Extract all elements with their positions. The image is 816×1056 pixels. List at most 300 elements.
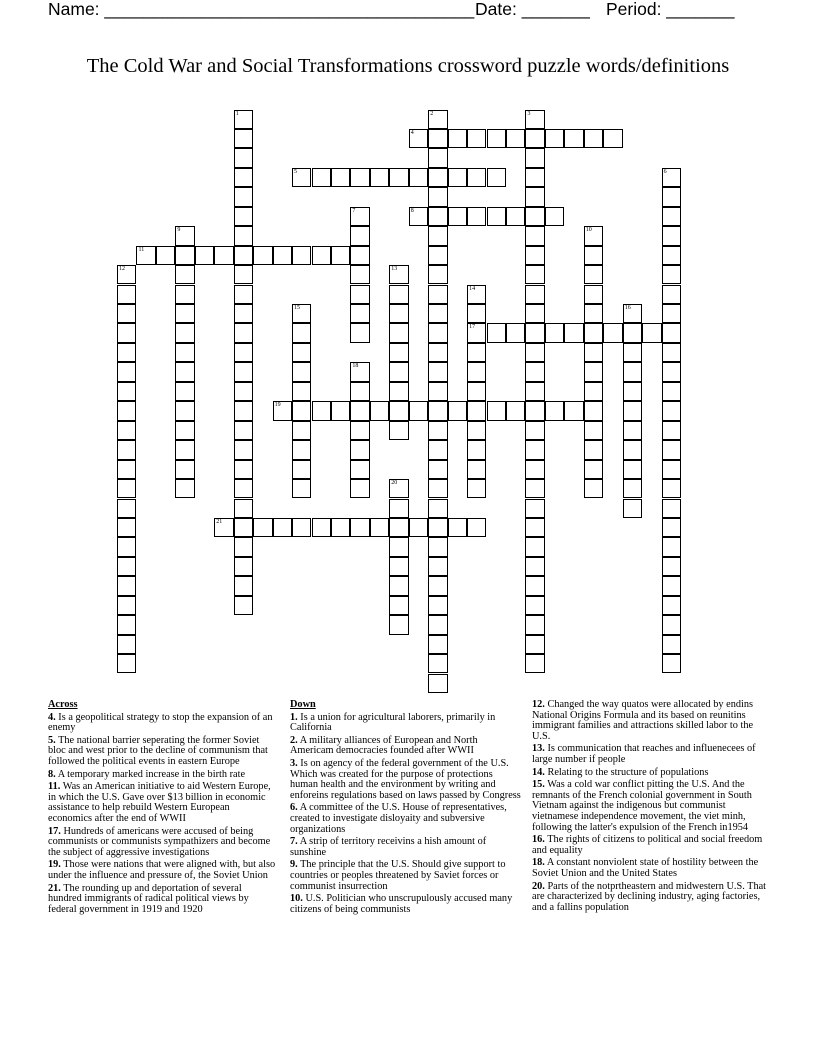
grid-cell[interactable] [292, 304, 311, 323]
grid-cell[interactable] [467, 421, 486, 440]
grid-cell[interactable] [545, 401, 564, 420]
grid-cell[interactable] [428, 615, 447, 634]
grid-cell[interactable] [273, 246, 292, 265]
grid-cell[interactable] [487, 323, 506, 342]
grid-cell[interactable] [117, 615, 136, 634]
grid-cell[interactable] [292, 440, 311, 459]
grid-cell[interactable] [234, 148, 253, 167]
grid-cell[interactable] [428, 576, 447, 595]
grid-cell[interactable] [389, 285, 408, 304]
grid-cell[interactable] [525, 460, 544, 479]
grid-cell[interactable] [428, 168, 447, 187]
grid-cell[interactable] [525, 518, 544, 537]
clue-item-number: 1. [290, 711, 298, 723]
grid-cell[interactable] [292, 343, 311, 362]
grid-cell[interactable] [409, 518, 428, 537]
grid-cell[interactable] [584, 343, 603, 362]
grid-cell[interactable] [506, 129, 525, 148]
grid-cell[interactable] [623, 343, 642, 362]
grid-cell[interactable] [525, 343, 544, 362]
grid-cell[interactable] [584, 265, 603, 284]
grid-cell[interactable] [525, 557, 544, 576]
grid-cell[interactable] [642, 323, 661, 342]
clue-item-text: A constant nonviolent state of hostility between the Soviet Union and the United States [532, 857, 759, 879]
grid-cell[interactable] [214, 518, 233, 537]
grid-cell[interactable] [623, 401, 642, 420]
grid-cell[interactable] [389, 518, 408, 537]
grid-cell[interactable] [292, 460, 311, 479]
grid-cell[interactable] [175, 421, 194, 440]
grid-cell[interactable] [389, 479, 408, 498]
grid-cell[interactable] [467, 362, 486, 381]
grid-cell[interactable] [545, 207, 564, 226]
grid-cell[interactable] [428, 596, 447, 615]
grid-cell[interactable] [584, 382, 603, 401]
grid-cell[interactable] [428, 499, 447, 518]
grid-cell[interactable] [175, 401, 194, 420]
grid-cell[interactable] [234, 537, 253, 556]
grid-cell[interactable] [350, 460, 369, 479]
grid-cell[interactable] [662, 537, 681, 556]
grid-cell[interactable] [525, 304, 544, 323]
grid-cell[interactable] [195, 246, 214, 265]
grid-cell[interactable] [292, 479, 311, 498]
grid-cell[interactable] [350, 304, 369, 323]
grid-cell[interactable] [662, 615, 681, 634]
grid-cell[interactable] [409, 168, 428, 187]
grid-cell[interactable] [428, 460, 447, 479]
grid-cell[interactable] [234, 596, 253, 615]
grid-cell[interactable] [564, 129, 583, 148]
grid-cell[interactable] [175, 440, 194, 459]
grid-cell[interactable] [662, 557, 681, 576]
grid-cell[interactable] [175, 246, 194, 265]
grid-cell[interactable] [175, 226, 194, 245]
grid-cell[interactable] [506, 323, 525, 342]
grid-cell[interactable] [234, 499, 253, 518]
grid-cell[interactable] [467, 518, 486, 537]
grid-cell[interactable] [117, 518, 136, 537]
grid-cell[interactable] [467, 323, 486, 342]
grid-cell[interactable] [428, 110, 447, 129]
grid-cell[interactable] [117, 557, 136, 576]
grid-cell[interactable] [292, 246, 311, 265]
grid-cell[interactable] [234, 246, 253, 265]
grid-cell[interactable] [234, 421, 253, 440]
grid-cell[interactable] [428, 382, 447, 401]
grid-cell[interactable] [584, 129, 603, 148]
grid-cell[interactable] [467, 479, 486, 498]
grid-cell[interactable] [525, 596, 544, 615]
grid-cell[interactable] [623, 304, 642, 323]
grid-cell[interactable] [292, 168, 311, 187]
grid-cell[interactable] [467, 382, 486, 401]
grid-cell[interactable] [525, 226, 544, 245]
grid-cell[interactable] [662, 654, 681, 673]
grid-cell[interactable] [428, 343, 447, 362]
grid-cell[interactable] [662, 596, 681, 615]
grid-cell[interactable] [428, 129, 447, 148]
grid-cell[interactable] [623, 362, 642, 381]
grid-cell[interactable] [428, 537, 447, 556]
grid-cell[interactable] [234, 168, 253, 187]
grid-cell[interactable] [370, 168, 389, 187]
grid-cell[interactable] [525, 615, 544, 634]
grid-cell[interactable] [409, 401, 428, 420]
clue-item [290, 894, 522, 915]
grid-cell[interactable] [448, 129, 467, 148]
grid-cell[interactable] [234, 323, 253, 342]
grid-cell[interactable] [389, 537, 408, 556]
grid-cell[interactable] [525, 207, 544, 226]
grid-cell[interactable] [662, 479, 681, 498]
grid-cell[interactable] [117, 654, 136, 673]
grid-cell[interactable] [234, 207, 253, 226]
grid-cell[interactable] [662, 576, 681, 595]
grid-cell[interactable] [428, 654, 447, 673]
grid-cell[interactable] [525, 537, 544, 556]
grid-cell[interactable] [662, 499, 681, 518]
grid-cell[interactable] [623, 479, 642, 498]
clue-number: 10 [585, 227, 592, 234]
grid-cell[interactable] [175, 343, 194, 362]
grid-cell[interactable] [564, 401, 583, 420]
grid-cell[interactable] [117, 421, 136, 440]
grid-cell[interactable] [506, 207, 525, 226]
grid-cell[interactable] [662, 246, 681, 265]
grid-cell[interactable] [662, 226, 681, 245]
grid-cell[interactable] [312, 518, 331, 537]
grid-cell[interactable] [428, 401, 447, 420]
grid-cell[interactable] [389, 576, 408, 595]
clue-item-number: 15. [532, 779, 545, 791]
grid-cell[interactable] [525, 401, 544, 420]
grid-cell[interactable] [234, 226, 253, 245]
grid-cell[interactable] [175, 323, 194, 342]
grid-cell[interactable] [623, 460, 642, 479]
grid-cell[interactable] [331, 401, 350, 420]
grid-cell[interactable] [253, 518, 272, 537]
grid-cell[interactable] [389, 615, 408, 634]
grid-cell[interactable] [428, 265, 447, 284]
grid-cell[interactable] [175, 304, 194, 323]
grid-cell[interactable] [389, 168, 408, 187]
grid-cell[interactable] [448, 401, 467, 420]
grid-cell[interactable] [467, 285, 486, 304]
grid-cell[interactable] [428, 440, 447, 459]
grid-cell[interactable] [117, 343, 136, 362]
grid-cell[interactable] [214, 246, 233, 265]
grid-cell[interactable] [389, 421, 408, 440]
grid-cell[interactable] [487, 129, 506, 148]
grid-cell[interactable] [175, 460, 194, 479]
grid-cell[interactable] [584, 460, 603, 479]
grid-cell[interactable] [467, 129, 486, 148]
grid-cell[interactable] [117, 382, 136, 401]
grid-cell[interactable] [175, 285, 194, 304]
grid-cell[interactable] [525, 110, 544, 129]
grid-cell[interactable] [273, 401, 292, 420]
grid-cell[interactable] [350, 401, 369, 420]
grid-cell[interactable] [350, 440, 369, 459]
grid-cell[interactable] [117, 596, 136, 615]
grid-cell[interactable] [467, 460, 486, 479]
grid-cell[interactable] [662, 362, 681, 381]
grid-cell[interactable] [428, 148, 447, 167]
grid-cell[interactable] [623, 421, 642, 440]
grid-cell[interactable] [428, 304, 447, 323]
grid-cell[interactable] [525, 440, 544, 459]
grid-cell[interactable] [389, 499, 408, 518]
grid-cell[interactable] [234, 285, 253, 304]
grid-cell[interactable] [584, 285, 603, 304]
grid-cell[interactable] [525, 654, 544, 673]
grid-cell[interactable] [428, 285, 447, 304]
grid-cell[interactable] [545, 129, 564, 148]
clue-item [532, 744, 770, 765]
grid-cell[interactable] [350, 382, 369, 401]
grid-cell[interactable] [117, 537, 136, 556]
grid-cell[interactable] [350, 518, 369, 537]
grid-cell[interactable] [175, 362, 194, 381]
grid-cell[interactable] [234, 129, 253, 148]
grid-cell[interactable] [389, 382, 408, 401]
grid-cell[interactable] [467, 304, 486, 323]
grid-cell[interactable] [428, 421, 447, 440]
grid-cell[interactable] [584, 362, 603, 381]
grid-cell[interactable] [525, 362, 544, 381]
grid-cell[interactable] [662, 207, 681, 226]
grid-cell[interactable] [389, 265, 408, 284]
grid-cell[interactable] [117, 440, 136, 459]
grid-cell[interactable] [389, 323, 408, 342]
grid-cell[interactable] [487, 401, 506, 420]
grid-cell[interactable] [584, 440, 603, 459]
grid-cell[interactable] [117, 401, 136, 420]
grid-cell[interactable] [234, 382, 253, 401]
grid-cell[interactable] [662, 168, 681, 187]
grid-cell[interactable] [234, 576, 253, 595]
grid-cell[interactable] [117, 635, 136, 654]
grid-cell[interactable] [292, 401, 311, 420]
grid-cell[interactable] [662, 323, 681, 342]
grid-cell[interactable] [487, 207, 506, 226]
grid-cell[interactable] [525, 148, 544, 167]
grid-cell[interactable] [117, 499, 136, 518]
grid-cell[interactable] [428, 635, 447, 654]
grid-cell[interactable] [564, 323, 583, 342]
period-field-label[interactable]: Period: _______ [606, 0, 735, 19]
grid-cell[interactable] [448, 207, 467, 226]
grid-cell[interactable] [662, 265, 681, 284]
grid-cell[interactable] [156, 246, 175, 265]
grid-cell[interactable] [623, 323, 642, 342]
clue-item-number: 7. [290, 836, 298, 848]
grid-cell[interactable] [662, 635, 681, 654]
grid-cell[interactable] [428, 674, 447, 693]
grid-cell[interactable] [253, 246, 272, 265]
grid-cell[interactable] [525, 576, 544, 595]
date-field-label[interactable]: Date: _______ [475, 0, 590, 19]
grid-cell[interactable] [662, 460, 681, 479]
grid-cell[interactable] [525, 285, 544, 304]
grid-cell[interactable] [545, 323, 564, 342]
grid-cell[interactable] [428, 479, 447, 498]
grid-cell[interactable] [350, 479, 369, 498]
grid-cell[interactable] [234, 187, 253, 206]
grid-cell[interactable] [234, 440, 253, 459]
grid-cell[interactable] [448, 168, 467, 187]
grid-cell[interactable] [117, 576, 136, 595]
clue-item-text: Parts of the notprtheastern and midwestern U.S. That are characterized by declining industry, aging factories, and a fallins population [532, 880, 767, 913]
name-field-label[interactable]: Name: ______________________________________ [48, 0, 475, 19]
grid-cell[interactable] [525, 129, 544, 148]
grid-cell[interactable] [525, 246, 544, 265]
grid-cell[interactable] [331, 246, 350, 265]
clue-item-number: 6. [290, 802, 298, 814]
grid-cell[interactable] [467, 440, 486, 459]
grid-cell[interactable] [448, 518, 467, 537]
grid-cell[interactable] [409, 129, 428, 148]
grid-cell[interactable] [350, 207, 369, 226]
grid-cell[interactable] [662, 401, 681, 420]
grid-cell[interactable] [525, 635, 544, 654]
grid-cell[interactable] [350, 226, 369, 245]
grid-cell[interactable] [428, 226, 447, 245]
grid-cell[interactable] [234, 343, 253, 362]
grid-cell[interactable] [662, 304, 681, 323]
grid-cell[interactable] [292, 382, 311, 401]
grid-cell[interactable] [584, 323, 603, 342]
grid-cell[interactable] [662, 285, 681, 304]
grid-cell[interactable] [389, 304, 408, 323]
grid-cell[interactable] [234, 557, 253, 576]
grid-cell[interactable] [292, 323, 311, 342]
grid-cell[interactable] [312, 168, 331, 187]
grid-cell[interactable] [428, 187, 447, 206]
grid-cell[interactable] [428, 323, 447, 342]
grid-cell[interactable] [350, 323, 369, 342]
grid-cell[interactable] [234, 304, 253, 323]
grid-cell[interactable] [623, 499, 642, 518]
grid-cell[interactable] [389, 401, 408, 420]
grid-cell[interactable] [603, 323, 622, 342]
grid-cell[interactable] [389, 362, 408, 381]
grid-cell[interactable] [389, 343, 408, 362]
grid-cell[interactable] [350, 421, 369, 440]
grid-cell[interactable] [603, 129, 622, 148]
grid-cell[interactable] [584, 479, 603, 498]
grid-cell[interactable] [117, 265, 136, 284]
grid-cell[interactable] [584, 304, 603, 323]
grid-cell[interactable] [467, 401, 486, 420]
grid-cell[interactable] [117, 285, 136, 304]
grid-cell[interactable] [175, 382, 194, 401]
grid-cell[interactable] [584, 401, 603, 420]
grid-cell[interactable] [350, 362, 369, 381]
grid-cell[interactable] [136, 246, 155, 265]
grid-cell[interactable] [623, 382, 642, 401]
grid-cell[interactable] [350, 265, 369, 284]
grid-cell[interactable] [525, 168, 544, 187]
grid-cell[interactable] [428, 207, 447, 226]
grid-cell[interactable] [234, 362, 253, 381]
grid-cell[interactable] [273, 518, 292, 537]
grid-cell[interactable] [506, 401, 525, 420]
grid-cell[interactable] [409, 207, 428, 226]
grid-cell[interactable] [292, 362, 311, 381]
grid-cell[interactable] [662, 343, 681, 362]
clue-item-number: 5. [48, 734, 56, 746]
grid-cell[interactable] [389, 596, 408, 615]
grid-cell[interactable] [292, 421, 311, 440]
grid-cell[interactable] [234, 401, 253, 420]
grid-cell[interactable] [234, 479, 253, 498]
grid-cell[interactable] [487, 168, 506, 187]
grid-cell[interactable] [467, 343, 486, 362]
grid-cell[interactable] [234, 518, 253, 537]
grid-cell[interactable] [117, 323, 136, 342]
grid-cell[interactable] [525, 265, 544, 284]
grid-cell[interactable] [175, 265, 194, 284]
grid-cell[interactable] [662, 440, 681, 459]
grid-cell[interactable] [292, 518, 311, 537]
grid-cell[interactable] [525, 499, 544, 518]
grid-cell[interactable] [117, 362, 136, 381]
grid-cell[interactable] [428, 557, 447, 576]
grid-cell[interactable] [662, 421, 681, 440]
grid-cell[interactable] [525, 421, 544, 440]
grid-cell[interactable] [117, 460, 136, 479]
grid-cell[interactable] [234, 110, 253, 129]
grid-cell[interactable] [428, 362, 447, 381]
grid-cell[interactable] [350, 168, 369, 187]
grid-cell[interactable] [428, 246, 447, 265]
grid-cell[interactable] [312, 401, 331, 420]
grid-cell[interactable] [175, 479, 194, 498]
grid-cell[interactable] [117, 479, 136, 498]
grid-cell[interactable] [662, 187, 681, 206]
grid-cell[interactable] [584, 226, 603, 245]
grid-cell[interactable] [525, 479, 544, 498]
clue-item-number: 8. [48, 768, 56, 780]
grid-cell[interactable] [370, 401, 389, 420]
grid-cell[interactable] [234, 460, 253, 479]
grid-cell[interactable] [623, 440, 642, 459]
grid-cell[interactable] [331, 168, 350, 187]
grid-cell[interactable] [584, 421, 603, 440]
grid-cell[interactable] [350, 285, 369, 304]
clue-number: 14 [469, 285, 476, 292]
grid-cell[interactable] [525, 323, 544, 342]
grid-cell[interactable] [331, 518, 350, 537]
grid-cell[interactable] [467, 207, 486, 226]
grid-cell[interactable] [389, 557, 408, 576]
grid-cell[interactable] [312, 246, 331, 265]
grid-cell[interactable] [662, 518, 681, 537]
grid-cell[interactable] [370, 518, 389, 537]
grid-cell[interactable] [117, 304, 136, 323]
grid-cell[interactable] [584, 246, 603, 265]
clue-item [290, 860, 522, 892]
grid-cell[interactable] [662, 382, 681, 401]
grid-cell[interactable] [525, 187, 544, 206]
grid-cell[interactable] [525, 382, 544, 401]
grid-cell[interactable] [467, 168, 486, 187]
grid-cell[interactable] [234, 265, 253, 284]
grid-cell[interactable] [428, 518, 447, 537]
grid-cell[interactable] [350, 246, 369, 265]
